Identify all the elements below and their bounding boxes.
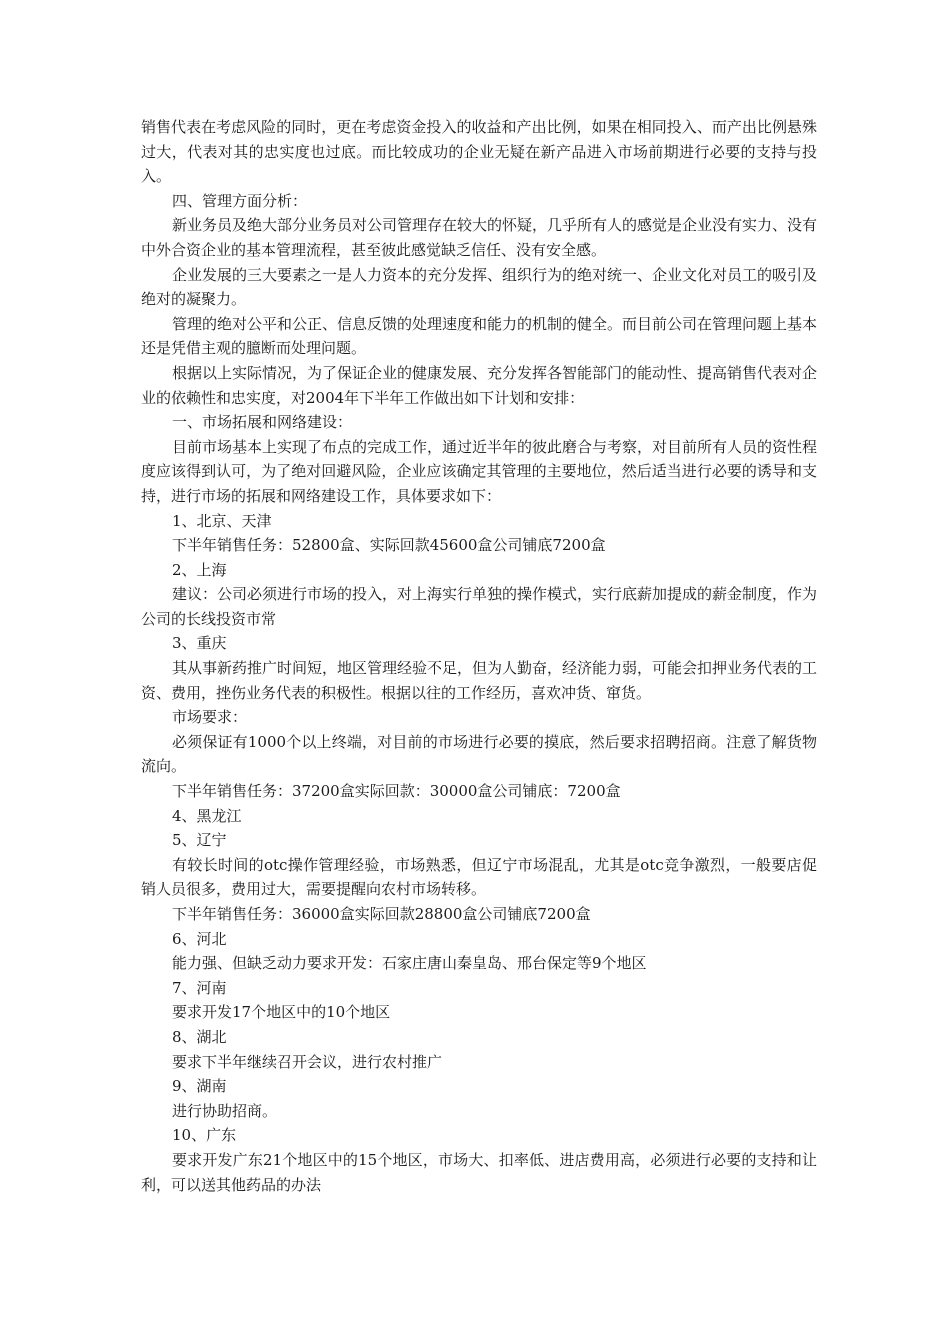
paragraph: 新业务员及绝大部分业务员对公司管理存在较大的怀疑，几乎所有人的感觉是企业没有实力、没有中外合资企业的基本管理流程，甚至彼此感觉缺乏信任、没有安全感。: [141, 216, 818, 259]
paragraph: 销售代表在考虑风险的同时，更在考虑资金投入的收益和产出比例，如果在相同投入、而产出比例悬殊过大，代表对其的忠实度也过底。而比较成功的企业无疑在新产品进入市场前期进行必要的支持与投入。: [141, 118, 817, 186]
paragraph: 市场要求：: [172, 708, 248, 727]
paragraph: 有较长时间的otc操作管理经验，市场熟悉，但辽宁市场混乱，尤其是otc竞争激烈，一般要店促销人员很多，费用过大，需要提醒向农村市场转移。: [141, 855, 817, 899]
paragraph: 其从事新药推广时间短，地区管理经验不足，但为人勤奋，经济能力弱，可能会扣押业务代表的工资、费用，挫伤业务代表的积极性。根据以往的工作经历，喜欢冲货、窜货。: [141, 659, 818, 702]
paragraph: 要求下半年继续召开会议，进行农村推广: [172, 1052, 443, 1071]
paragraph: 要求开发17个地区中的10个地区: [172, 1003, 391, 1022]
list-item-heading: 10、广东: [172, 1126, 237, 1145]
paragraph: 要求开发广东21个地区中的15个地区，市场大、扣率低、进店费用高，必须进行必要的支持和让利，可以送其他药品的办法: [141, 1150, 817, 1194]
paragraph: 必须保证有1000个以上终端，对目前的市场进行必要的摸底，然后要求招聘招商。注意了解货物流向。: [141, 732, 817, 776]
document-body: [141, 115, 817, 1197]
list-item-heading: 1、北京、天津: [172, 511, 272, 530]
paragraph: 下半年销售任务：52800盒、实际回款45600盒公司铺底7200盒: [172, 536, 606, 555]
section-heading: 四、管理方面分析：: [172, 191, 308, 210]
list-item-heading: 2、上海: [172, 560, 227, 579]
paragraph: 下半年销售任务：36000盒实际回款28800盒公司铺底7200盒: [172, 905, 591, 923]
paragraph: 下半年销售任务：37200盒实际回款：30000盒公司铺底：7200盒: [172, 782, 621, 801]
paragraph: 进行协助招商。: [172, 1101, 278, 1120]
list-item-heading: 9、湖南: [172, 1077, 227, 1096]
list-item-heading: 7、河南: [172, 978, 227, 997]
list-item-heading: 5、辽宁: [172, 831, 227, 850]
paragraph: 目前市场基本上实现了布点的完成工作，通过近半年的彼此磨合与考察，对目前所有人员的资性程度应该得到认可，为了绝对回避风险，企业应该确定其管理的主要地位，然后适当进行必要的诱导和支持，进行市场的拓展和网络建设工作，具体要求如下：: [141, 437, 818, 505]
paragraph: 管理的绝对公平和公正、信息反馈的处理速度和能力的机制的健全。而目前公司在管理问题上基本还是凭借主观的臆断而处理问题。: [141, 314, 818, 358]
paragraph: 能力强、但缺乏动力要求开发：石家庄唐山秦皇岛、邢台保定等9个地区: [172, 954, 647, 973]
section-heading: 一、市场拓展和网络建设：: [172, 413, 353, 432]
paragraph: 建议：公司必须进行市场的投入，对上海实行单独的操作模式，实行底薪加提成的薪金制度，作为公司的长线投资市常: [141, 585, 818, 628]
list-item-heading: 6、河北: [172, 929, 227, 948]
paragraph: 根据以上实际情况，为了保证企业的健康发展、充分发挥各智能部门的能动性、提高销售代表对企业的依赖性和忠实度，对2004年下半年工作做出如下计划和安排：: [141, 363, 818, 407]
list-item-heading: 4、黑龙江: [172, 806, 242, 825]
list-item-heading: 3、重庆: [172, 634, 227, 653]
list-item-heading: 8、湖北: [172, 1027, 227, 1046]
paragraph: 企业发展的三大要素之一是人力资本的充分发挥、组织行为的绝对统一、企业文化对员工的吸引及绝对的凝聚力。: [141, 265, 818, 309]
